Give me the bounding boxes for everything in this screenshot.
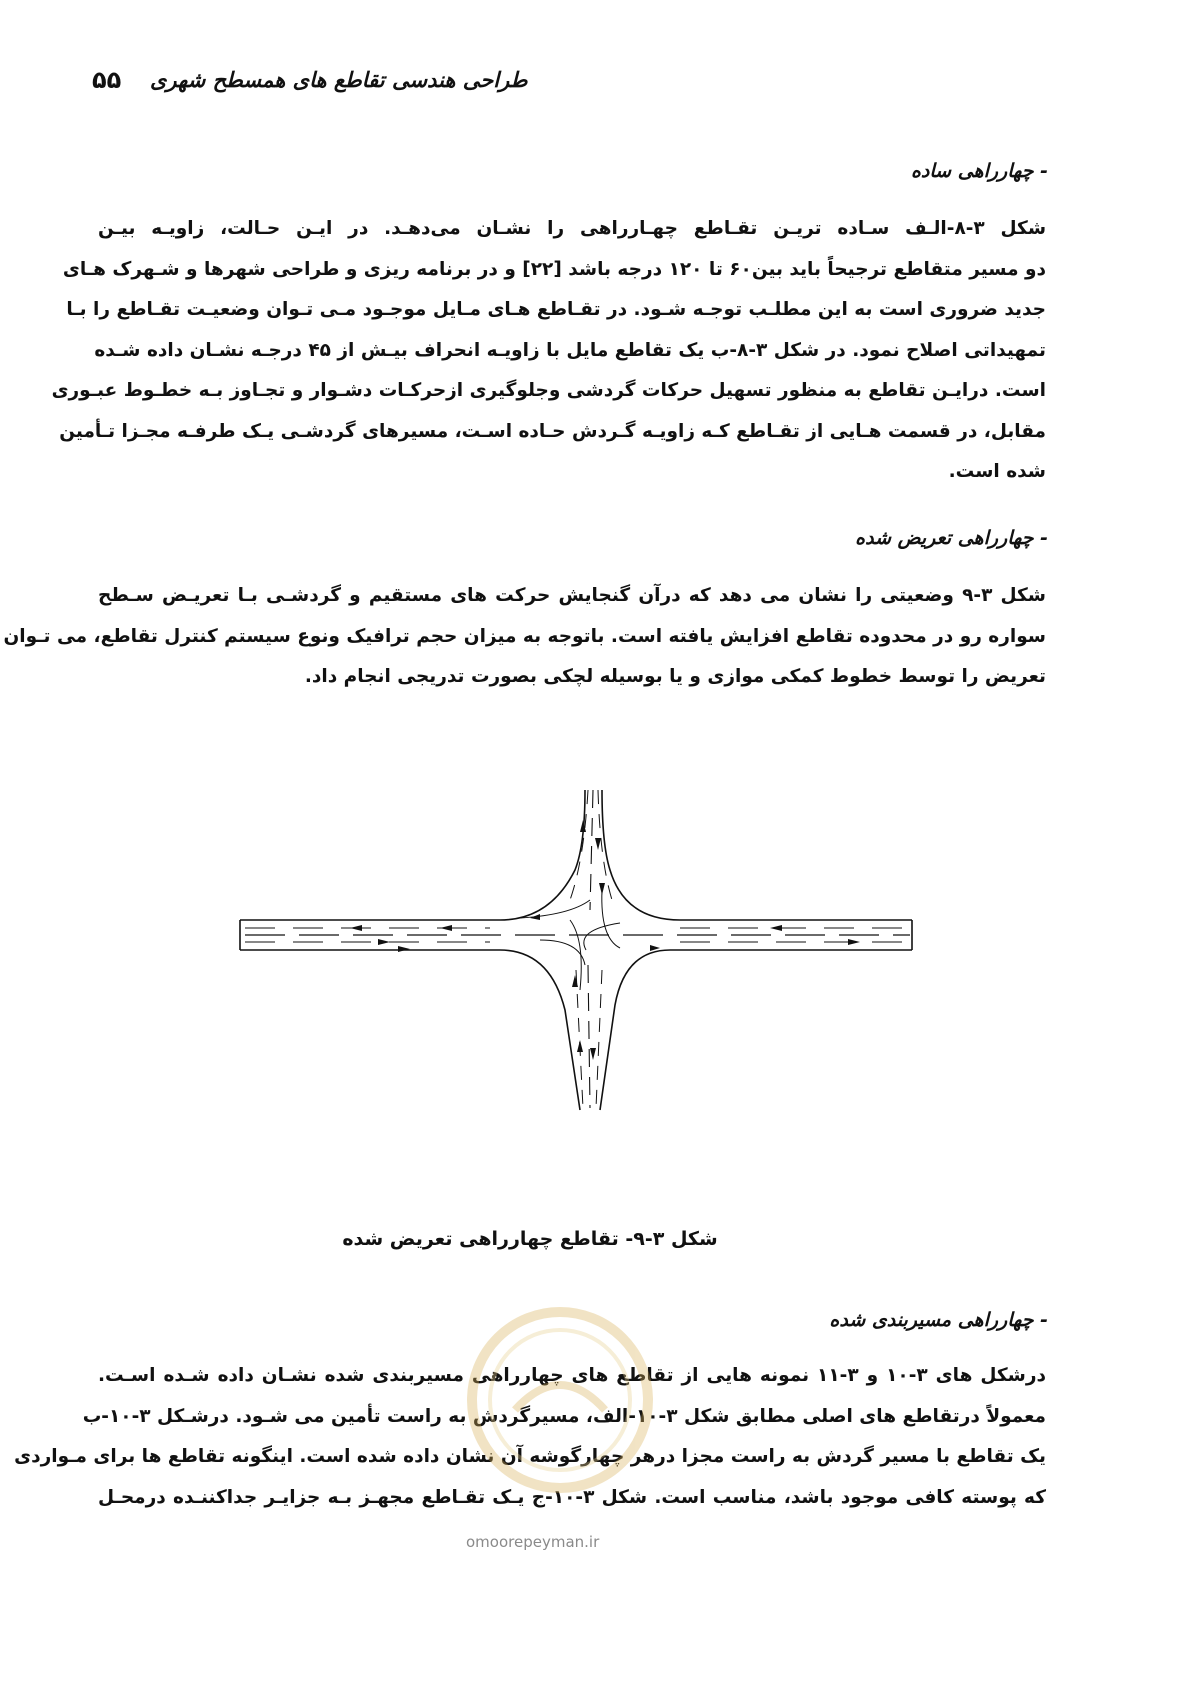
road-edge-bottom-left: [240, 950, 580, 1110]
north-lane-line: [590, 790, 593, 910]
section-heading-channelized-intersection: - چهارراهی مسیربندی شده: [829, 1309, 1048, 1331]
turn-path: [602, 890, 620, 948]
watermark-logo-icon: [460, 1300, 660, 1500]
text-line: جدید ضروری است به این مطلـب توجـه شـود. در تقـاطع هـای مـایل موجـود مـی تـوان وضعیـت تقـاطع را بـا: [66, 299, 1046, 320]
figure-caption: شکل ۳-۹- تقاطع چهارراهی تعریض شده: [342, 1228, 718, 1250]
south-lane-line: [596, 970, 602, 1108]
text-line: که پوسته کافی موجود باشد، مناسب است. شکل ۳-۱۰-ج یـک تقـاطع مجهـز بـه جزایـر جداکننـده درمحـل: [98, 1486, 1046, 1508]
south-lane-line: [588, 965, 590, 1108]
section-heading-simple-intersection: - چهارراهی ساده: [910, 160, 1048, 182]
text-line: درشکل های ۳-۱۰ و ۳-۱۱ نمونه هایی از تقاطع های چهارراهی مسیربندی شده نشـان داده شـده اسـت.: [98, 1365, 1047, 1386]
text-line: سواره رو در محدوده تقاطع افزایش یافته است. باتوجه به میزان حجم ترافیک ونوع سیستم کنترل تقاطع، می تـوان: [3, 625, 1046, 647]
arrow-icon: [350, 820, 860, 1060]
text-line: مقابل، در قسمت هـایی از تقـاطع کـه زاویـه گـردش حـاده اسـت، مسیرهای گردشـی یـک طرفـه مجـزا تـأمین: [59, 420, 1046, 442]
text-line: تمهیداتی اصلاح نمود. در شکل ۳-۸-ب یک تقاطع مایل با زاویـه انحراف بیـش از ۴۵ درجـه نشـان داده شـده: [94, 339, 1046, 361]
paragraph-simple-intersection: [51, 209, 1047, 493]
section-heading-widened-intersection: - چهارراهی تعریض شده: [855, 527, 1048, 549]
road-edge-bottom-right: [600, 950, 912, 1110]
road-edge-top-left: [240, 790, 585, 920]
text-line: تعریض را توسط خطوط کمکی موازی و یا بوسیله لچکی بصورت تدریجی انجام داد.: [304, 666, 1046, 687]
paragraph-widened-intersection: [3, 576, 1046, 698]
running-title: طراحی هندسی تقاطع های همسطح شهری: [150, 68, 528, 92]
intersection-diagram: [240, 790, 920, 1190]
text-line: دو مسیر متقاطع ترجیحاً باید بین۶۰ تا ۱۲۰ درجه باشد [۲۲] و در برنامه ریزی و طراحی شهرها و شـهرک هـای: [62, 258, 1046, 280]
text-line: است. درایـن تقاطع به منظور تسهیل حرکات گردشی وجلوگیری ازحرکـات دشـوار و تجـاوز بـه خطـوط عبـوری: [51, 380, 1046, 401]
text-line: شکل ۳-۹ وضعیتی را نشان می دهد که درآن گنجایش حرکت های مستقیم و گردشـی بـا تعریـض سـطح: [98, 585, 1046, 606]
text-line: معمولاً درتقاطع های اصلی مطابق شکل ۳-۱۰-الف، مسیرگردش به راست تأمین می شـود. درشـکل ۳-۱۰-ب: [82, 1405, 1046, 1427]
watermark-site: omoorepeyman.ir: [466, 1533, 600, 1551]
text-line: شکل ۳-۸-الـف سـاده تریـن تقـاطع چهـارراهی را نشـان می‌دهـد. در ایـن حـالت، زاویـه بیـن: [98, 218, 1047, 239]
road-edge-top-right: [602, 790, 912, 920]
page-number: ۵۵: [92, 66, 122, 94]
turn-path: [584, 923, 620, 950]
turn-path: [540, 940, 585, 965]
text-line: یک تقاطع با مسیر گردش به راست مجزا درهر چهارگوشه آن نشان داده شده است. اینگونه تقاطع ها برای مـواردی: [14, 1446, 1046, 1467]
text-line: شده است.: [948, 461, 1046, 482]
